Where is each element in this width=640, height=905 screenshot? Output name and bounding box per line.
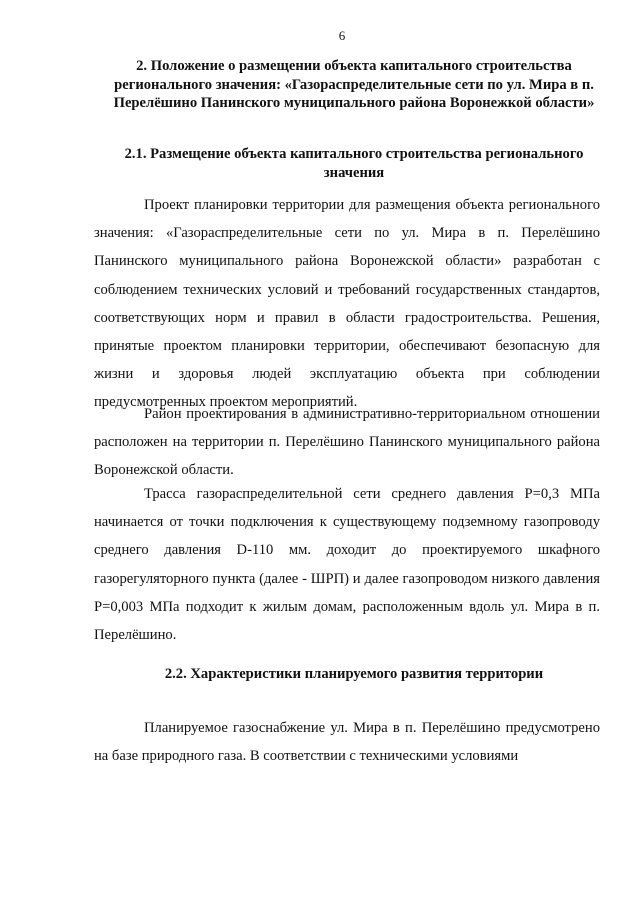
section-2-1-paragraph-3: Трасса газораспределительной сети среднего давления Р=0,3 МПа начинается от точки подключения к существующему подземному газопроводу среднего давления D-110 мм. доходит до проектируемого шкафного газорегуляторного пункта (далее - ШРП) и далее газопроводом низкого давления Р=0,003 МПа подходит к жилым домам, расположенным вдоль ул. Мира в п. Перелёшино. [94,486,600,644]
section-2-2-heading: 2.2. Характеристики планируемого развития территории [164,666,544,682]
section-2-1-paragraph-2: Район проектирования в административно-территориальном отношении расположен на территории п. Перелёшино Панинского муниципального района Воронежской области. [94,406,600,479]
section-2-1-heading: 2.1. Размещение объекта капитального строительства регионального значения [124,146,584,181]
section-2-1-paragraph-1: Проект планировки территории для размещения объекта регионального значения: «Газораспределительные сети по ул. Мира в п. Перелёшино Панинского муниципального района Воронежской области» разработан с соблюдением технических условий и требований государственных стандартов, соответствующих норм и правил в области градостроительства. Решения, принятые проектом планировки территории, обеспечивают безопасную для жизни и здоровья людей эксплуатацию объекта при соблюдении предусмотренных проектом мероприятий. [94,197,600,411]
section-2-2-paragraph-1: Планируемое газоснабжение ул. Мира в п. Перелёшино предусмотрено на базе природного газа. В соответствии с техническими условиями [94,720,600,765]
page-number: 6 [338,28,346,43]
section-2-heading: 2. Положение о размещении объекта капитального строительства регионального значения: «Газораспределительные сети по ул. Мира в п. Перелёшино Панинского муниципального района Воронежкой области» [113,58,595,112]
